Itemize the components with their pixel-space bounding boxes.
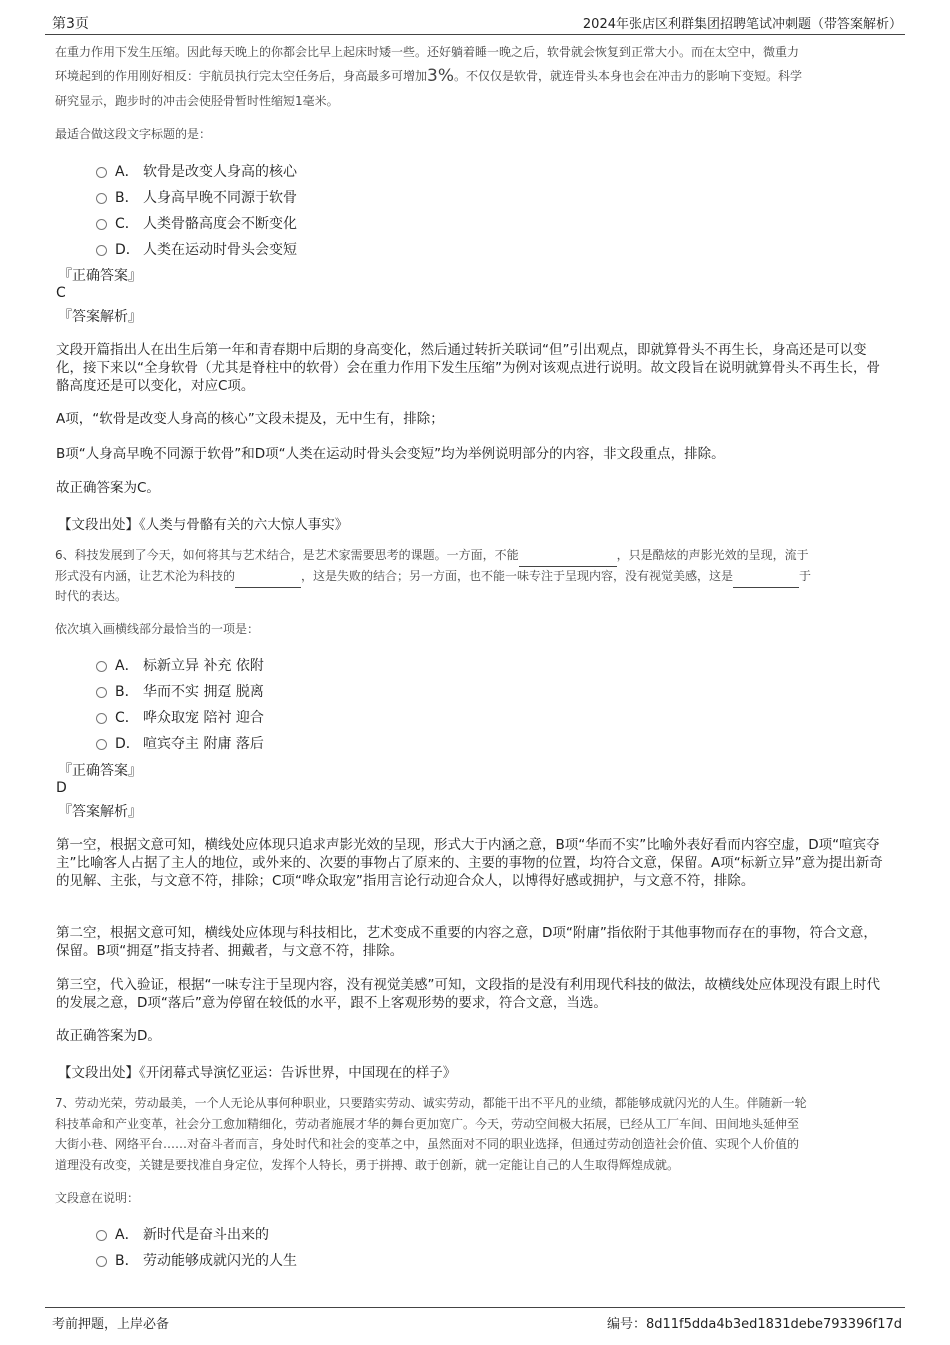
q6-answer-label: 『正确答案』 (58, 763, 142, 779)
option-text: 人身高早晚不同源于软骨 (143, 190, 297, 206)
radio-icon[interactable] (96, 219, 107, 230)
option-letter: D． (115, 736, 140, 752)
q6-source: 【文段出处】《开闭幕式导演忆亚运：告诉世界，中国现在的样子》 (58, 1065, 457, 1081)
q5-source: 【文段出处】《人类与骨骼有关的六大惊人事实》 (58, 517, 349, 533)
q6-option-b[interactable] (96, 681, 264, 701)
q6-answer: D (56, 780, 67, 796)
q5-question: 最适合做这段文字标题的是： (55, 127, 212, 141)
q6-blank-1[interactable] (519, 545, 617, 567)
option-text: 新时代是奋斗出来的 (143, 1227, 269, 1243)
q6-stem-text-3: 于 (799, 569, 812, 583)
option-text: 标新立异 补充 依附 (143, 658, 264, 674)
q6-stem-text: 6、科技发展到了今天，如何将其与艺术结合，是艺术家需要思考的课题。一方面，不能 (55, 548, 519, 562)
radio-icon[interactable] (96, 1256, 107, 1267)
q6-blank-3[interactable] (733, 566, 799, 588)
option-letter: B． (115, 190, 139, 206)
radio-icon[interactable] (96, 713, 107, 724)
option-text: 人类骨骼高度会不断变化 (143, 216, 297, 232)
option-letter: A． (115, 164, 139, 180)
q6-option-c[interactable] (96, 707, 264, 727)
option-text: 哗众取宠 陪衬 迎合 (143, 710, 264, 726)
option-text: 劳动能够成就闪光的人生 (143, 1253, 297, 1269)
q6-stem-text-2: ，只是酷炫的声影光效的呈现，流于 (616, 548, 809, 562)
option-text: 人类在运动时骨头会变短 (143, 242, 297, 258)
footer-divider (45, 1307, 905, 1308)
radio-icon[interactable] (96, 687, 107, 698)
q5-passage-text: 环境起到的作用刚好相反：宇航员执行完太空任务后，身高最多可增加 (55, 69, 428, 83)
option-letter: A． (115, 1227, 139, 1243)
q6-option-a[interactable] (96, 655, 264, 675)
radio-icon[interactable] (96, 661, 107, 672)
footer-slogan: 考前押题，上岸必备 (52, 1317, 170, 1332)
option-letter: D． (115, 242, 140, 258)
q6-stem-line-3: 时代的表达。 (55, 589, 128, 603)
q5-passage-line-2 (55, 66, 895, 87)
q7-option-a[interactable] (96, 1224, 269, 1244)
header-divider (45, 34, 905, 35)
option-letter: C． (115, 216, 139, 232)
option-text: 喧宾夺主 附庸 落后 (143, 736, 264, 752)
q7-stem-line-4: 道理没有改变，关键是要找准自身定位，发挥个人特长，勇于拼搏、敢于创新，就一定能让自己的人生取得辉煌成就。 (55, 1158, 680, 1172)
code-label: 编号： (606, 1317, 646, 1332)
q5-analysis-2: A项，“软骨是改变人身高的核心”文段未提及，无中生有，排除； (56, 411, 444, 427)
option-text: 软骨是改变人身高的核心 (143, 164, 297, 180)
q6-blank-2[interactable] (235, 566, 301, 588)
q5-analysis-label: 『答案解析』 (58, 309, 142, 325)
q5-option-a[interactable] (96, 161, 297, 181)
q5-analysis-3: B项“人身高早晚不同源于软骨”和D项“人类在运动时骨头会变短”均为举例说明部分的内容，非文段重点，排除。 (56, 446, 725, 462)
q6-analysis-3: 第三空，代入验证，根据“一味专注于呈现内容，没有视觉美感”可知，文段指的是没有利用现代科技的做法，故横线处应体现没有跟上时代的发展之意，D项“落后”意为停留在较低的水平，跟不上客观形势的要求，符合文意，当选。 (56, 977, 880, 1011)
radio-icon[interactable] (96, 167, 107, 178)
q7-question: 文段意在说明： (55, 1191, 140, 1205)
q7-stem-line-1: 7、劳动光荣，劳动最美，一个人无论从事何种职业，只要踏实劳动、诚实劳动，都能干出不平凡的业绩，都能够成就闪光的人生。伴随新一轮 (55, 1096, 807, 1110)
q6-stem-text-2: ，这是失败的结合；另一方面，也不能一味专注于呈现内容，没有视觉美感，这是 (301, 569, 734, 583)
option-letter: A． (115, 658, 139, 674)
q5-answer-label: 『正确答案』 (58, 268, 142, 284)
q7-stem-line-2: 科技革命和产业变革，社会分工愈加精细化，劳动者施展才华的舞台更加宽广。今天，劳动空间极大拓展，已经从工厂车间、田间地头延伸至 (55, 1117, 800, 1131)
page-number: 第3页 (52, 16, 89, 32)
q5-analysis-1: 文段开篇指出人在出生后第一年和青春期中后期的身高变化，然后通过转折关联词“但”引出观点，即就算骨头不再生长，身高还是可以变化，接下来以“全身软骨（尤其是脊柱中的软骨）会在重力作用下发生压缩”为例对该观点进行说明。故文段旨在说明就算骨头不再生长，骨骼高度还是可以变化，对应C项。 (56, 342, 880, 394)
q5-percent: 3% (427, 66, 454, 86)
q5-option-d[interactable] (96, 239, 297, 259)
q6-analysis-label: 『答案解析』 (58, 804, 142, 820)
option-text: 华而不实 拥趸 脱离 (143, 684, 264, 700)
q5-passage-text-2: 。不仅仅是软骨，就连骨头本身也会在冲击力的影响下变短。科学 (454, 69, 803, 83)
radio-icon[interactable] (96, 193, 107, 204)
q5-option-c[interactable] (96, 213, 297, 233)
q6-question: 依次填入画横线部分最恰当的一项是： (55, 622, 260, 636)
q5-answer: C (56, 285, 66, 301)
q5-analysis-4: 故正确答案为C。 (56, 480, 160, 496)
document-title: 2024年张店区利群集团招聘笔试冲刺题（带答案解析） (582, 17, 902, 32)
option-letter: B． (115, 684, 139, 700)
option-letter: C． (115, 710, 139, 726)
option-letter: B． (115, 1253, 139, 1269)
q7-stem-line-3: 大街小巷、网络平台……对奋斗者而言，身处时代和社会的变革之中，虽然面对不同的职业选择，但通过劳动创造社会价值、实现个人价值的 (55, 1137, 800, 1151)
q5-passage-line-1: 在重力作用下发生压缩。因此每天晚上的你都会比早上起床时矮一些。还好躺着睡一晚之后，软骨就会恢复到正常大小。而在太空中，微重力 (55, 45, 800, 59)
radio-icon[interactable] (96, 1230, 107, 1241)
code-value: 8d11f5dda4b3ed1831debe793396f17d (645, 1317, 902, 1332)
q6-stem-line-2 (55, 566, 895, 588)
q6-analysis-4: 故正确答案为D。 (56, 1028, 161, 1044)
q5-passage-line-3: 研究显示，跑步时的冲击会使胫骨暂时性缩短1毫米。 (55, 94, 339, 108)
q6-option-d[interactable] (96, 733, 264, 753)
q7-option-b[interactable] (96, 1250, 297, 1270)
document-code (607, 1313, 902, 1332)
radio-icon[interactable] (96, 739, 107, 750)
radio-icon[interactable] (96, 245, 107, 256)
q6-stem-line-1 (55, 545, 895, 567)
q5-option-b[interactable] (96, 187, 297, 207)
q6-stem-text: 形式没有内涵，让艺术沦为科技的 (55, 569, 236, 583)
q6-analysis-1: 第一空，根据文意可知，横线处应体现只追求声影光效的呈现，形式大于内涵之意，B项“华而不实”比喻外表好看而内容空虚，D项“喧宾夺主”比喻客人占据了主人的地位，或外来的、次要的事物占了原来的、主要的事物的位置，均符合文意，保留。A项“标新立异”意为提出新奇的见解、主张，与文意不符，排除；C项“哗众取宠”指用言论行动迎合众人，以博得好感或拥护，与文意不符，排除。 (56, 837, 883, 889)
q6-analysis-2: 第二空，根据文意可知，横线处应体现与科技相比，艺术变成不重要的内容之意，D项“附庸”指依附于其他事物而存在的事物，符合文意，保留。B项“拥趸”指支持者、拥戴者，与文意不符，排除。 (56, 925, 877, 959)
